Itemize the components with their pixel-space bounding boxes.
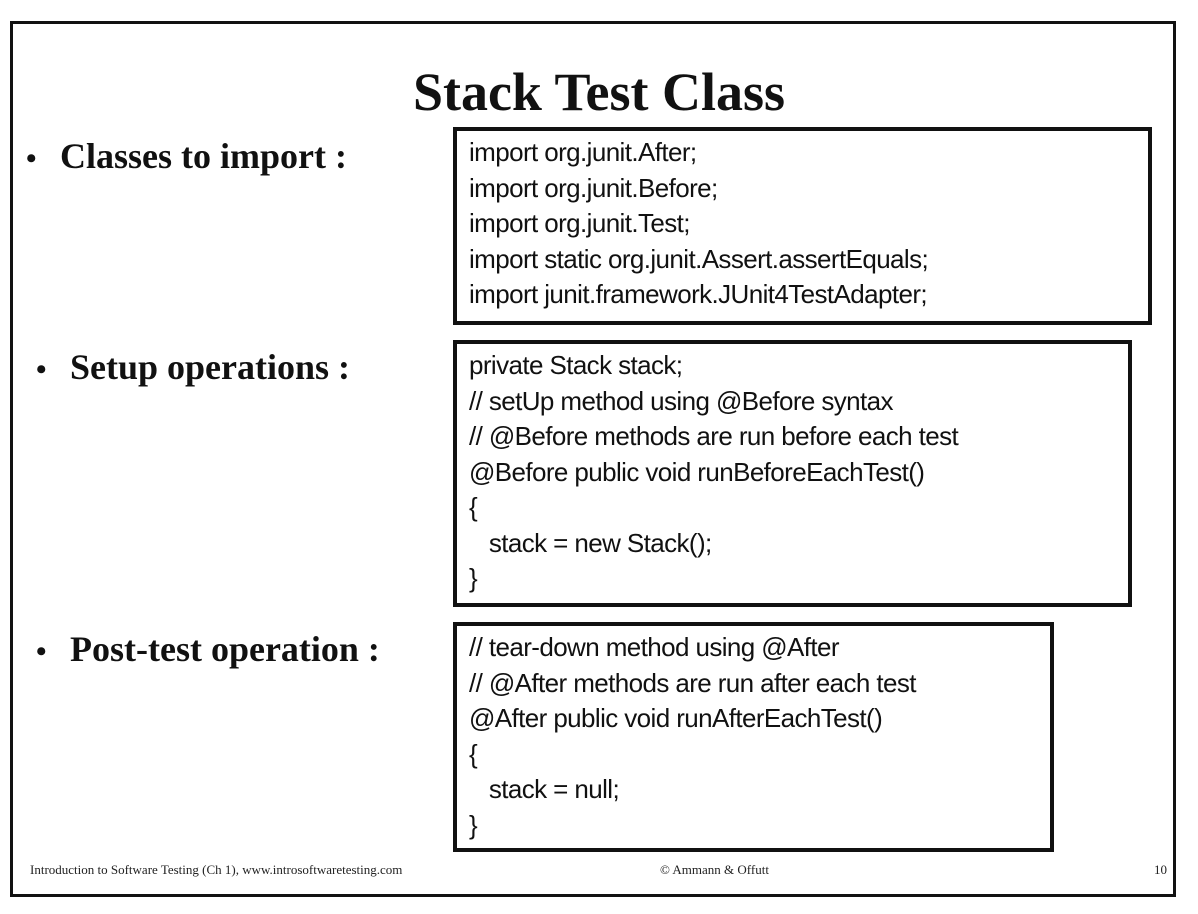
footer-page-number: 10 — [1154, 862, 1167, 877]
code-line: { — [469, 738, 478, 769]
code-line: import org.junit.After; — [469, 137, 697, 167]
code-line: stack = null; — [469, 774, 620, 804]
slide-title: Stack Test Class — [412, 62, 786, 122]
footer-copyright: © Ammann & Offutt — [660, 862, 769, 877]
bullet-setup-operations — [36, 345, 350, 392]
bullet-label: Setup operations : — [70, 347, 351, 387]
code-box-imports — [453, 127, 1152, 325]
bullet-dot: • — [26, 142, 37, 175]
code-box-setup — [453, 340, 1132, 607]
bullet-label: Classes to import : — [60, 136, 347, 176]
code-line: import org.junit.Test; — [469, 208, 690, 238]
code-line: @Before public void runBeforeEachTest() — [469, 456, 925, 487]
code-line: // tear-down method using @After — [469, 632, 839, 662]
code-line: private Stack stack; — [469, 350, 683, 380]
code-line: // @After methods are run after each test — [469, 667, 916, 698]
bullet-label: Post-test operation : — [70, 629, 380, 669]
footer-source: Introduction to Software Testing (Ch 1), www.introsoftwaretesting.com — [30, 862, 403, 877]
code-line: import org.junit.Before; — [469, 172, 718, 203]
code-box-teardown — [453, 622, 1054, 852]
bullet-dot: • — [36, 353, 47, 386]
code-line: stack = new Stack(); — [469, 527, 712, 558]
code-line: { — [469, 492, 478, 522]
code-line: } — [469, 563, 478, 593]
bullet-classes-to-import — [26, 134, 347, 181]
code-line: @After public void runAfterEachTest() — [469, 703, 883, 733]
code-line: // setUp method using @Before syntax — [469, 385, 893, 416]
code-line: } — [469, 809, 478, 840]
bullet-post-test-operation — [36, 627, 380, 674]
code-line: import junit.framework.JUnit4TestAdapter; — [469, 279, 928, 309]
code-line: import static org.junit.Assert.assertEquals; — [469, 243, 929, 274]
bullet-dot: • — [36, 635, 47, 668]
code-line: // @Before methods are run before each test — [469, 421, 959, 451]
